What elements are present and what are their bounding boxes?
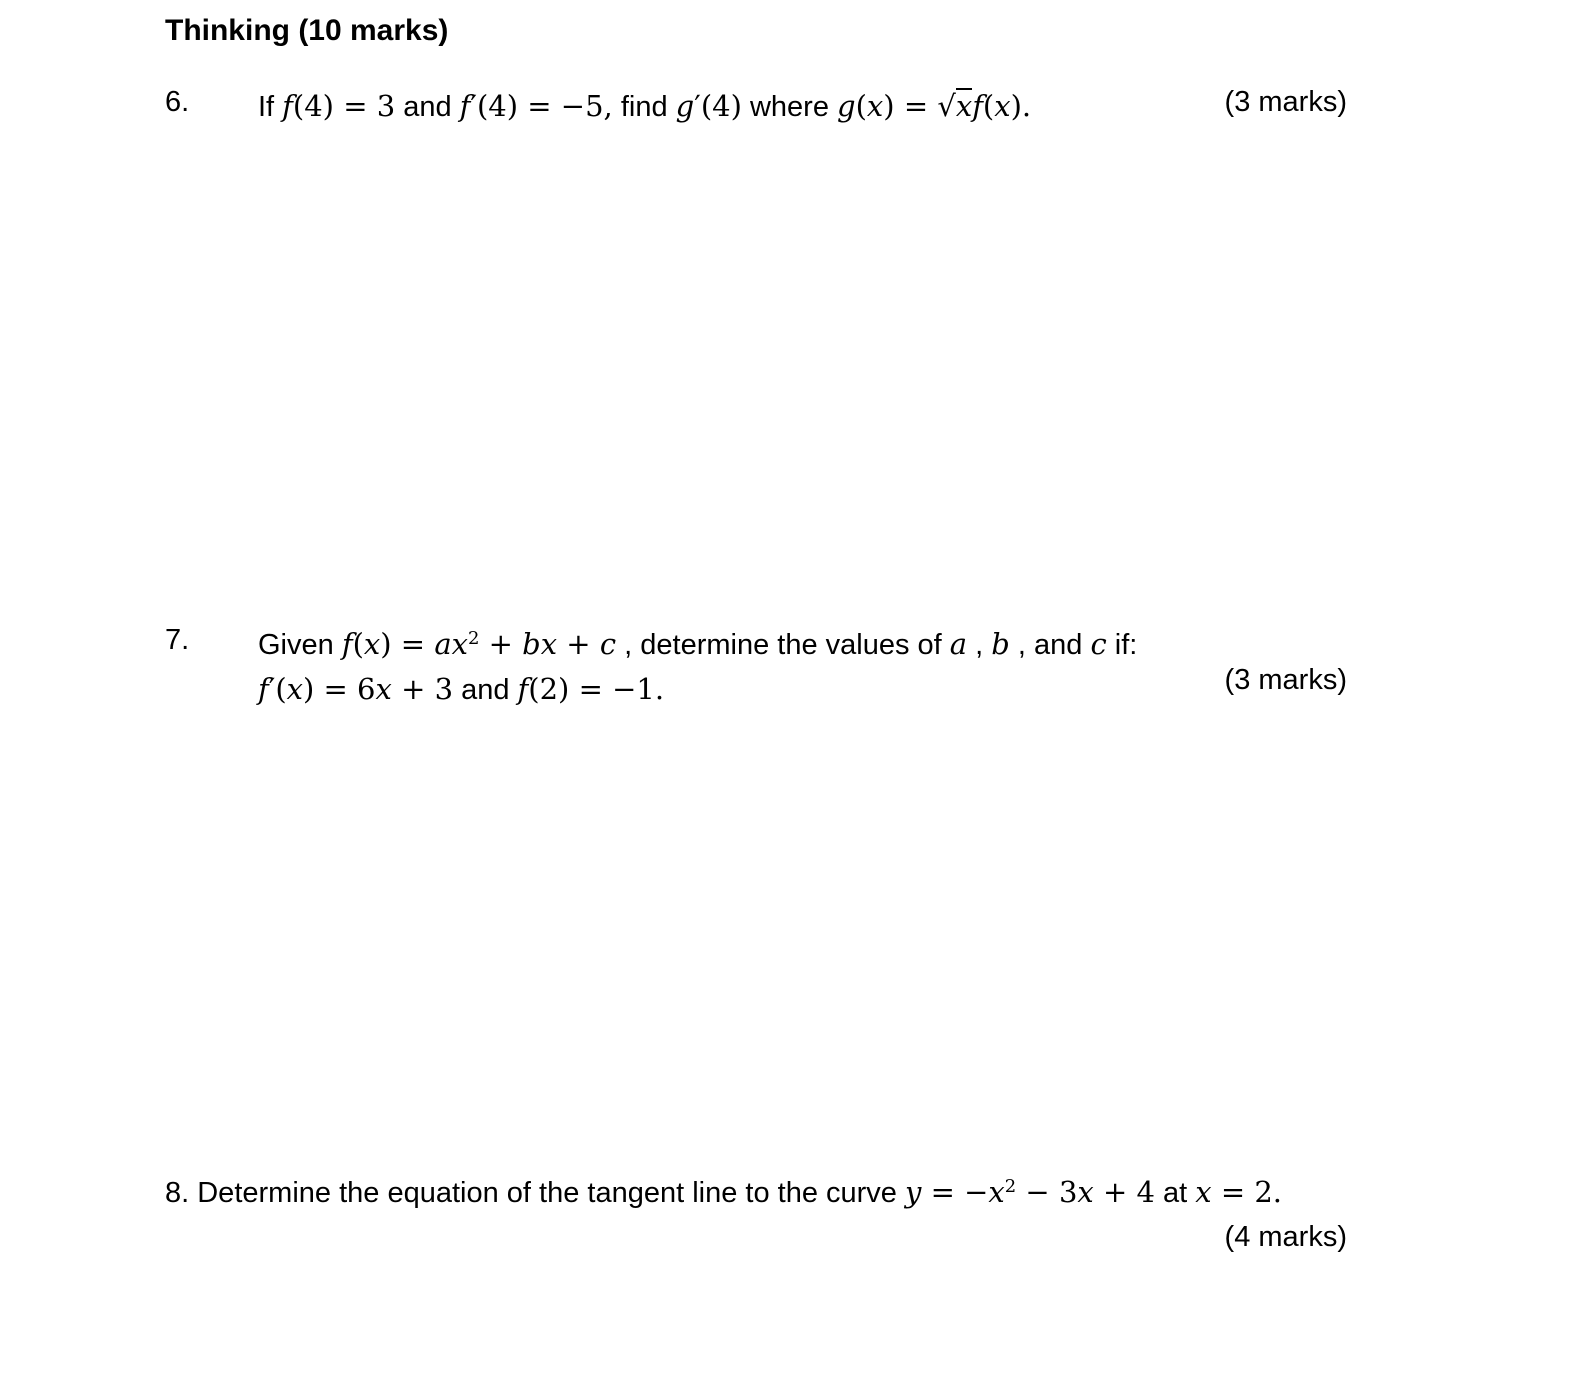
text-segment: ( (982, 89, 995, 123)
text-segment: , and (1009, 629, 1091, 661)
text-segment: 8. Determine the equation of the tangent line to the curve (165, 1177, 905, 1209)
text-segment: g (837, 89, 856, 123)
question-6-marks: (3 marks) (1224, 86, 1347, 118)
text-segment: bx (522, 627, 558, 661)
text-segment: g (675, 89, 695, 123)
text-segment: − 3 (1016, 1175, 1078, 1209)
section-heading: Thinking (10 marks) (165, 14, 449, 47)
text-segment (937, 89, 972, 123)
text-segment: Given (258, 629, 342, 661)
question-6-text (258, 86, 1347, 127)
text-segment: c (1090, 627, 1107, 661)
text-segment: y (904, 1175, 922, 1209)
text-segment: If (258, 91, 283, 123)
question-6-number: 6. (165, 86, 190, 118)
text-segment: x (363, 627, 381, 661)
question-7-marks: (3 marks) (1224, 664, 1347, 696)
text-segment: ) = (883, 89, 938, 123)
text-segment: , determine the values of (616, 629, 950, 661)
text-segment: ) = (380, 627, 435, 661)
text-segment: c (599, 627, 617, 661)
text-segment: ) = 6 (303, 672, 376, 706)
radicand: x (955, 89, 973, 123)
text-segment: and (395, 91, 460, 123)
question-7 (165, 624, 1347, 710)
text-segment: f (459, 89, 471, 123)
text-segment: at (1154, 1177, 1196, 1209)
text-segment: x (994, 89, 1011, 123)
question-8 (165, 1172, 1347, 1257)
question-7-text-line1 (258, 624, 1347, 669)
text-segment: = − (921, 1175, 989, 1209)
text-segment: = 2. (1211, 1175, 1283, 1209)
text-segment: + (557, 627, 600, 661)
text-segment: ′( (268, 672, 287, 706)
radical-sign: √ (937, 89, 956, 123)
question-8-text (165, 1172, 1347, 1217)
text-segment: if: (1106, 629, 1138, 661)
text-segment: + 3 (391, 672, 454, 706)
question-7-text-line2 (258, 669, 1347, 710)
text-segment: , (967, 629, 992, 661)
text-segment: (2) = −1. (528, 672, 665, 706)
text-segment: b (991, 627, 1010, 661)
text-segment: f (517, 672, 529, 706)
text-segment: ( (352, 627, 364, 661)
text-segment: ′(4) = −5, (470, 89, 613, 123)
text-segment: + 4 (1093, 1175, 1155, 1209)
text-segment: f (282, 89, 293, 123)
text-segment: 2 (467, 628, 480, 650)
text-segment: where (741, 91, 838, 123)
text-segment: ′(4) (694, 89, 742, 123)
text-segment: find (612, 91, 676, 123)
text-segment: x (286, 672, 303, 706)
text-segment: x (1077, 1175, 1094, 1209)
text-segment: a (949, 627, 968, 661)
text-segment: x (866, 89, 884, 123)
question-8-marks: (4 marks) (1224, 1221, 1347, 1253)
text-segment: x (1195, 1175, 1212, 1209)
text-segment: (4) = 3 (292, 89, 396, 123)
text-segment: ax (434, 627, 468, 661)
text-segment: f (258, 672, 269, 706)
text-segment: x (375, 672, 392, 706)
text-segment: ). (1010, 89, 1032, 123)
question-7-number: 7. (165, 624, 190, 656)
text-segment: ( (855, 89, 867, 123)
text-segment: x (988, 1175, 1005, 1209)
text-segment: f (341, 627, 353, 661)
text-segment: f (972, 89, 983, 123)
text-segment: and (453, 674, 518, 706)
text-segment: 2 (1004, 1176, 1017, 1198)
text-segment: + (479, 627, 523, 661)
question-6 (165, 86, 1347, 127)
